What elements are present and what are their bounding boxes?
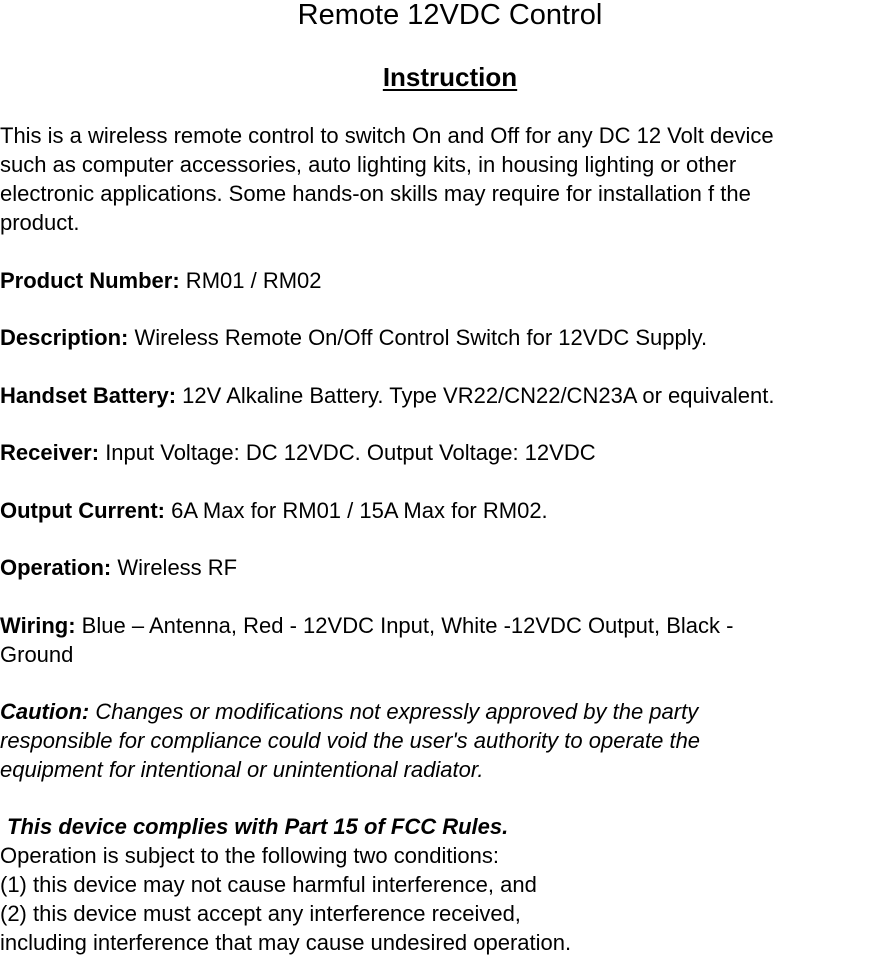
spec-product-number xyxy=(0,266,884,295)
intro-line: electronic applications. Some hands-on skills may require for installation f the xyxy=(0,181,751,206)
subtitle-text: Instruction xyxy=(382,62,518,92)
spec-label: Operation: xyxy=(0,555,112,580)
caution-label: Caution: xyxy=(0,699,90,724)
intro-line: such as computer accessories, auto lighting kits, in housing lighting or other xyxy=(0,152,737,177)
spec-value: Wireless RF xyxy=(111,555,238,580)
spec-label: Wiring: xyxy=(0,613,76,638)
spec-receiver xyxy=(0,438,884,467)
spec-label: Product Number: xyxy=(0,268,180,293)
fcc-heading: This device complies with Part 15 of FCC Rules. xyxy=(7,814,509,839)
spec-label: Description: xyxy=(0,325,129,350)
spec-value: RM01 / RM02 xyxy=(179,268,322,293)
fcc-line: (2) this device must accept any interference received, xyxy=(0,901,521,926)
fcc-line: including interference that may cause undesired operation. xyxy=(0,930,572,955)
caution-text: responsible for compliance could void the user's authority to operate the xyxy=(0,728,701,753)
caution-text: Changes or modifications not expressly approved by the party xyxy=(89,699,699,724)
spec-label: Handset Battery: xyxy=(0,383,177,408)
spec-description xyxy=(0,323,884,352)
intro-line: product. xyxy=(0,210,80,235)
caution-paragraph xyxy=(0,697,884,784)
document-subtitle xyxy=(0,62,884,92)
fcc-line: Operation is subject to the following two conditions: xyxy=(0,843,499,868)
spec-label: Receiver: xyxy=(0,440,100,465)
spec-label: Output Current: xyxy=(0,498,165,523)
intro-paragraph xyxy=(0,121,884,237)
spec-value: Input Voltage: DC 12VDC. Output Voltage: 12VDC xyxy=(99,440,596,465)
fcc-paragraph xyxy=(0,812,884,957)
spec-value: Wireless Remote On/Off Control Switch for 12VDC Supply. xyxy=(128,325,708,350)
fcc-line: (1) this device may not cause harmful interference, and xyxy=(0,872,537,897)
spec-wiring xyxy=(0,611,884,669)
spec-handset-battery xyxy=(0,381,884,410)
caution-text: equipment for intentional or unintentional radiator. xyxy=(0,757,484,782)
spec-value: Blue – Antenna, Red - 12VDC Input, White -12VDC Output, Black - xyxy=(75,613,734,638)
spec-operation xyxy=(0,553,884,582)
spec-value: Ground xyxy=(0,642,74,667)
document-title: Remote 12VDC Control xyxy=(297,0,603,31)
spec-value: 6A Max for RM01 / 15A Max for RM02. xyxy=(164,498,548,523)
intro-line: This is a wireless remote control to switch On and Off for any DC 12 Volt device xyxy=(0,123,774,148)
spec-output-current xyxy=(0,496,884,525)
spec-value: 12V Alkaline Battery. Type VR22/CN22/CN23A or equivalent. xyxy=(176,383,775,408)
